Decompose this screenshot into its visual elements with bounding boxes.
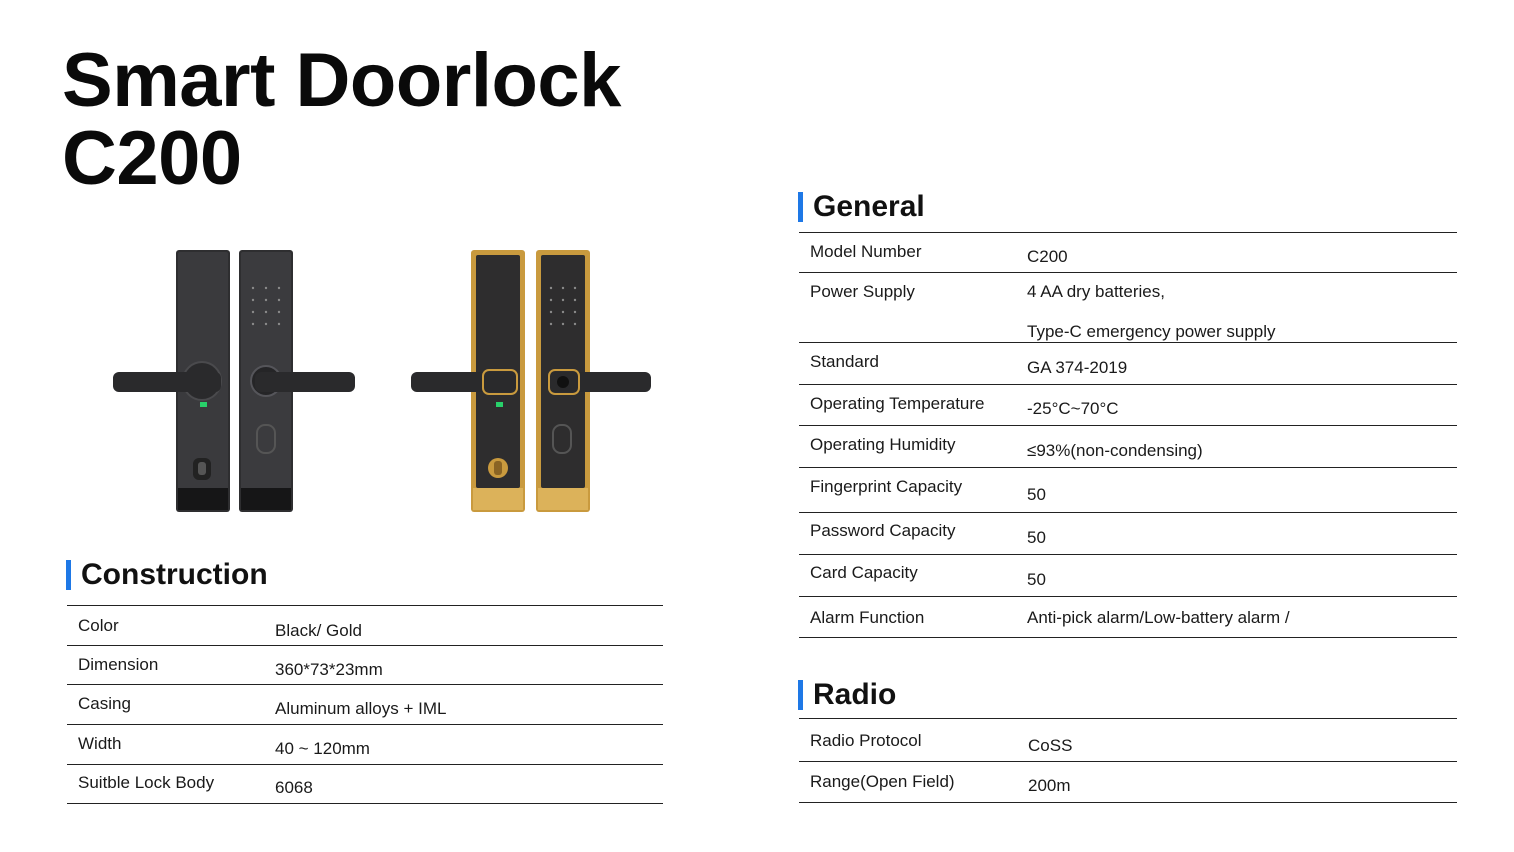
row-value: 50 [1027,570,1046,589]
title-line-1: Smart Doorlock [62,38,621,123]
table-row [799,273,1457,343]
table-row [799,597,1457,638]
gold-lock-back-panel [411,250,525,512]
row-label: Card Capacity [810,563,918,582]
row-label: Fingerprint Capacity [810,477,963,496]
row-label: Operating Temperature [810,394,985,413]
construction-title: Construction [81,558,268,591]
doorlock-illustration [105,240,665,525]
table-row [799,468,1457,513]
row-label: Width [78,734,122,753]
power-supply-line-2: Type-C emergency power supply [1027,322,1276,341]
title-line-2: C200 [62,116,242,201]
row-value: C200 [1027,247,1068,266]
table-row [67,606,663,646]
row-value: 40 ~ 120mm [275,739,370,758]
table-row [799,385,1457,426]
row-value: -25°C~70°C [1027,399,1119,418]
table-row [799,513,1457,555]
row-value: GA 374-2019 [1027,358,1128,377]
general-heading [798,190,925,224]
row-value [1027,273,1457,343]
row-value: CoSS [1028,736,1073,755]
row-label: Color [78,616,119,635]
row-value: Aluminum alloys + IML [275,699,447,718]
section-accent-bar [66,560,71,590]
gold-lock-front-panel [536,250,651,512]
row-label: Suitble Lock Body [78,773,215,792]
table-row [67,725,663,765]
radio-table [799,718,1457,803]
row-value: 360*73*23mm [275,660,383,679]
row-label: Power Supply [810,282,915,301]
page-title [62,38,621,201]
table-row [67,685,663,725]
row-label: Password Capacity [810,521,956,540]
general-table [799,232,1457,638]
row-value: Anti-pick alarm/Low-battery alarm / [1027,608,1290,627]
row-label: Dimension [78,655,159,674]
row-label: Radio Protocol [810,731,922,750]
construction-table [67,605,663,804]
row-value: 200m [1028,776,1071,795]
row-label: Range(Open Field) [810,772,955,791]
product-image [105,240,665,525]
row-label: Alarm Function [810,608,925,627]
radio-title: Radio [813,678,897,711]
table-row [799,233,1457,273]
power-supply-line-1: 4 AA dry batteries, [1027,282,1165,301]
row-value: 6068 [275,778,313,797]
construction-heading [66,558,268,592]
table-row [799,343,1457,385]
table-row [799,719,1457,762]
section-accent-bar [798,680,803,710]
row-label: Casing [78,694,131,713]
row-value: ≤93%(non-condensing) [1027,441,1203,460]
table-row [799,762,1457,803]
general-title: General [813,190,925,223]
radio-heading [798,678,896,712]
table-row [799,426,1457,468]
table-row [67,765,663,804]
row-label: Standard [810,352,879,371]
black-lock-back-panel [113,250,230,512]
row-value: 50 [1027,528,1046,547]
black-lock-front-panel [239,250,355,512]
row-label: Operating Humidity [810,435,956,454]
table-row [67,646,663,685]
section-accent-bar [798,192,803,222]
row-label: Model Number [810,242,922,261]
row-value: 50 [1027,485,1046,504]
table-row [799,555,1457,597]
row-value: Black/ Gold [275,621,362,640]
